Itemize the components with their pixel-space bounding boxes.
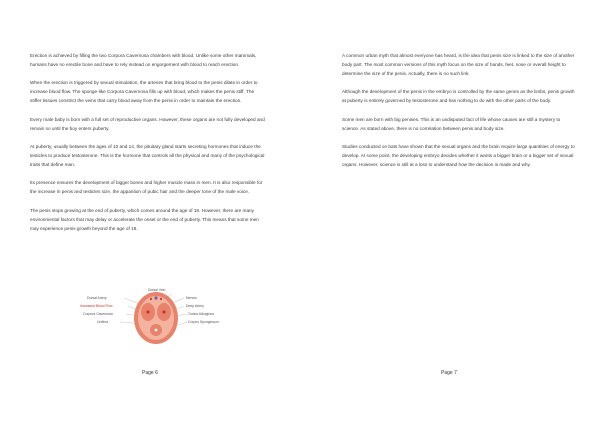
paragraph: The penis stops growing at the end of puberty, which comes around the age of 18. However, there are many environmental factors that may delay or accelerate the onset or the end of puberty. This means that some men may experience penis growth beyond the age of 18. <box>30 207 259 231</box>
label-dorsal-artery: Dorsal Artery <box>87 296 107 300</box>
label-dorsal-vein: Dorsal Vein <box>148 288 166 292</box>
paragraph: A common urban myth that almost everyone has heard, is the idea that penis size is linked to the size of another body part. The most common versions of this myth focus on the size of hands, feet, nose or overall height to determine the size of the penis. Actually, there is no such link. <box>342 53 575 76</box>
page-number: Page 6 <box>142 370 158 376</box>
page-7-text-column <box>342 52 578 179</box>
cross-section-illustration <box>80 286 280 348</box>
paragraph: Erection is achieved by filling the two Corpora Cavernosa chambers with blood. Unlike some other mammals, humans have no erectile bone and have to rely instead on engorgement with blood to reach erection. <box>30 53 257 67</box>
paragraph: Some men are born with big penises. This is an undisputed fact of life whose causes are still a mystery to science. As stated above, there is no correlation between penis and body size. <box>342 116 561 131</box>
paragraph: Studies conducted on bats have shown that the sexual organs and the brain require large quantities of energy to develop. At some point, the developing embryo decides whether it wants a bigger brain or a bigger set of sexual organs. However, science is still at a loss to understand how the decision is made and why. <box>342 144 575 167</box>
label-tunica-albuginea: Tunica Albuginea <box>188 312 214 316</box>
paragraph: At puberty, usually between the ages of 10 and 14, the pituitary gland starts secreting hormones that induce the testicles to produce testosterone. This is the hormone that controls all the physical and many of the psychological traits that define man. <box>30 144 265 167</box>
page-6-text-column <box>30 52 266 243</box>
page-number: Page 7 <box>441 370 457 376</box>
paragraph: Its presence ensures the development of bigger bones and higher muscle mass in men. It is also responsible for the increase in penis and testicles size, the apparition of pubic hair and the deeper tone of the male voice. <box>30 180 263 195</box>
label-increased-blood-flow: Increased Blood Flow <box>80 304 113 308</box>
penis-cross-section-diagram <box>80 286 280 348</box>
label-urethra: Urethra <box>97 320 109 324</box>
label-corpus-spongiosum: Corpus Spongiosum <box>188 320 219 324</box>
paragraph: Although the development of the penis in the embryo is controlled by the same genes as the limbs, penis growth at puberty is entirely governed by testosterone and has nothing to do with the other parts of the body. <box>342 89 575 104</box>
paragraph: When the erection is triggered by sexual stimulation, the arteries that bring blood to the penis dilate in order to increase blood flow. The sponge-like Corpora Cavernosa fills up with blood, which makes the penis stiff. The stiffer tissues constrict the veins that carry blood away from the penis in order to maintain the erection. <box>30 80 258 104</box>
label-deep-artery: Deep Artery <box>186 304 204 308</box>
label-nerves: Nerves <box>186 296 197 300</box>
page-7 <box>300 0 600 424</box>
paragraph: Every male baby is born with a full set of reproductive organs. However, these organs are not fully developed and remain so until the boy enters puberty. <box>30 116 265 131</box>
label-corpora-cavernosa: Corpora Cavernosa <box>83 312 113 316</box>
